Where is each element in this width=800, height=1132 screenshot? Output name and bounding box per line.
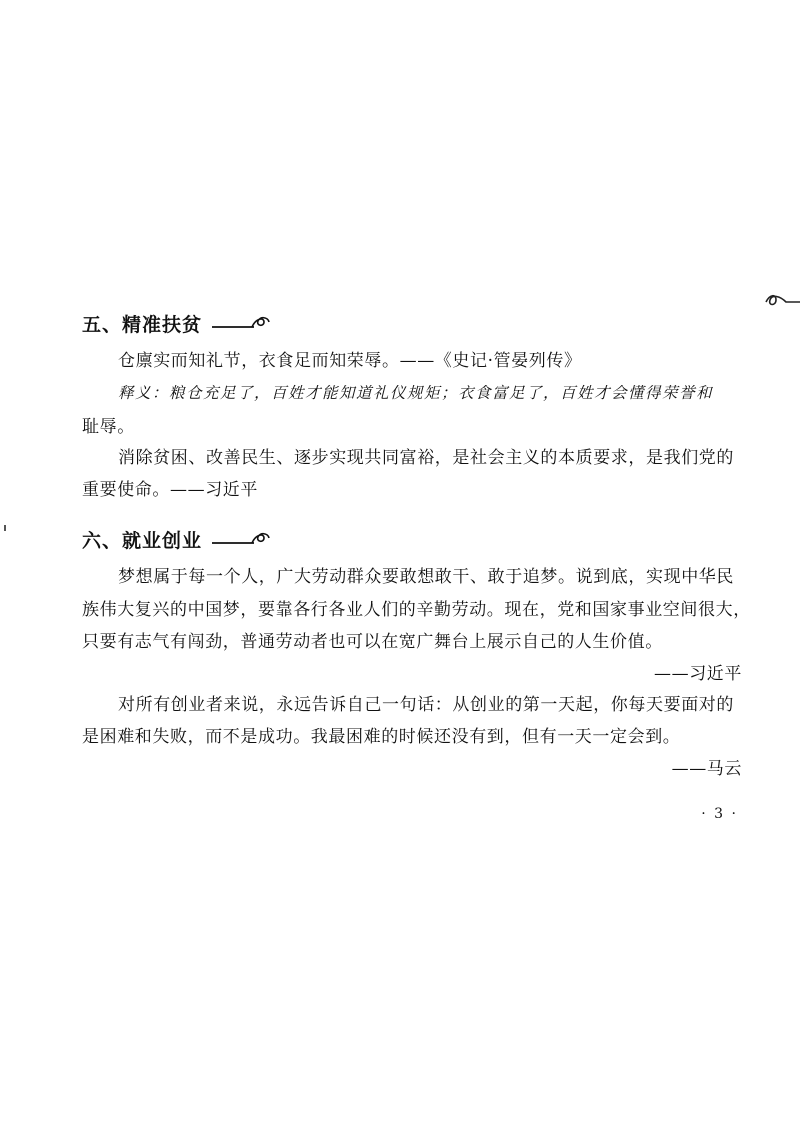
section-heading-text: 五、精准扶贫: [82, 314, 203, 336]
quote-line: 对所有创业者来说，永远告诉自己一句话：从创业的第一天起，你每天要面对的: [118, 695, 734, 715]
section-heading-text: 六、就业创业: [82, 530, 203, 552]
quote-line: 是困难和失败，而不是成功。我最困难的时候还没有到，但有一天一定会到。: [82, 727, 681, 747]
leaf-decoration-icon: [764, 290, 800, 310]
quote-line: 只要有志气有闯劲，普通劳动者也可以在宽广舞台上展示自己的人生价值。: [82, 632, 663, 652]
quote-line: 梦想属于每一个人，广大劳动群众要敢想敢干、敢于追梦。说到底，实现中华民: [118, 567, 734, 587]
section-heading-poverty: [82, 310, 270, 337]
leaf-decoration-icon: [212, 530, 270, 550]
quote-line: 族伟大复兴的中国梦，要靠各行各业人们的辛勤劳动。现在，党和国家事业空间很大，: [82, 600, 751, 620]
section-heading-employment: [82, 526, 270, 553]
leaf-decoration-icon: [212, 314, 270, 334]
quote-line: 消除贫困、改善民生、逐步实现共同富裕，是社会主义的本质要求，是我们党的: [118, 448, 734, 468]
quote-line: 重要使命。——习近平: [82, 480, 258, 500]
explanation-line: 释义：粮仓充足了，百姓才能知道礼仪规矩；衣食富足了，百姓才会懂得荣誉和: [118, 384, 714, 402]
margin-mark: [4, 525, 6, 531]
quote-line: 仓廪实而知礼节，衣食足而知荣辱。——《史记·管晏列传》: [118, 351, 582, 371]
quote-attribution: ——习近平: [654, 664, 742, 684]
quote-attribution: ——马云: [671, 759, 742, 779]
explanation-line: 耻辱。: [82, 417, 135, 437]
page-number: · 3 ·: [701, 806, 738, 822]
